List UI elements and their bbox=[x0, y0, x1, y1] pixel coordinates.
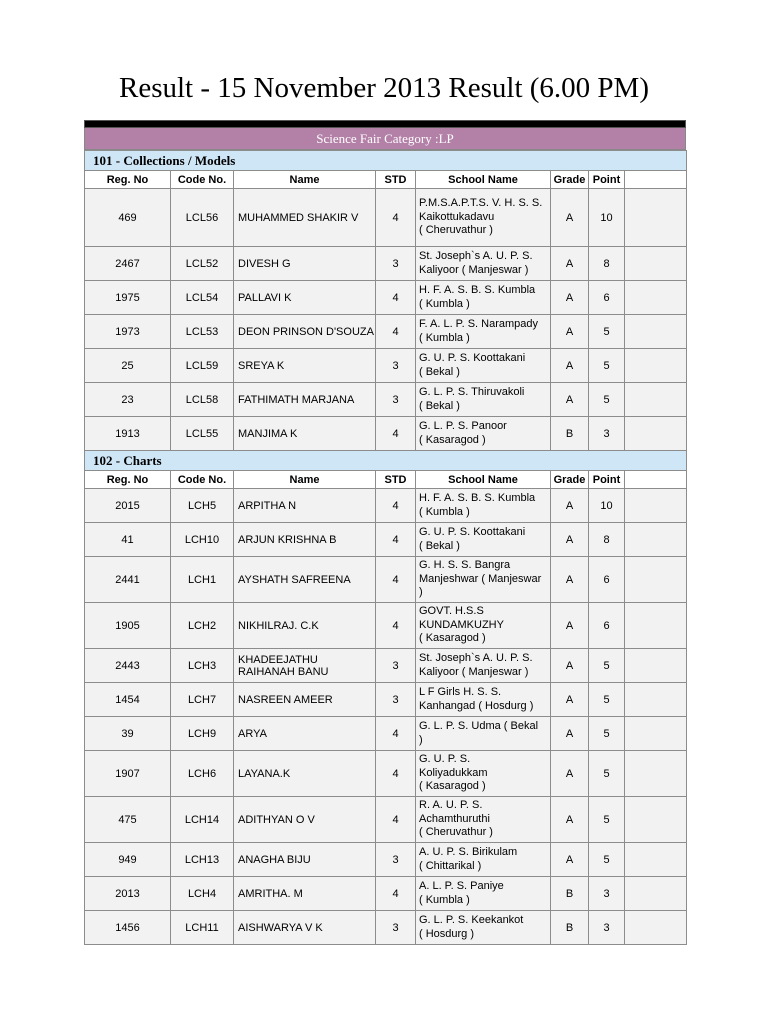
std-cell: 3 bbox=[376, 911, 416, 945]
table-row bbox=[85, 523, 687, 557]
point-cell: 5 bbox=[589, 383, 625, 417]
point-cell: 10 bbox=[589, 489, 625, 523]
table-row bbox=[85, 247, 687, 281]
school-name-cell: G. U. P. S. Koottakani ( Bekal ) bbox=[416, 349, 551, 383]
section-title: 101 - Collections / Models bbox=[85, 151, 687, 171]
grade-cell: A bbox=[551, 649, 589, 683]
std-cell: 4 bbox=[376, 417, 416, 451]
code-no-cell: LCH7 bbox=[171, 683, 234, 717]
school-name-cell: St. Joseph`s A. U. P. S. Kaliyoor ( Manjeswar ) bbox=[416, 247, 551, 281]
std-cell: 3 bbox=[376, 349, 416, 383]
column-header-row bbox=[85, 471, 687, 489]
code-no-cell: LCH5 bbox=[171, 489, 234, 523]
school-name-cell: G. L. P. S. Keekankot ( Hosdurg ) bbox=[416, 911, 551, 945]
name-cell: NIKHILRAJ. C.K bbox=[234, 603, 376, 649]
column-header-point: Point bbox=[589, 471, 625, 489]
blank-cell bbox=[625, 911, 687, 945]
code-no-cell: LCH3 bbox=[171, 649, 234, 683]
reg-no-cell: 2467 bbox=[85, 247, 171, 281]
blank-cell bbox=[625, 189, 687, 247]
blank-cell bbox=[625, 417, 687, 451]
std-cell: 4 bbox=[376, 557, 416, 603]
std-cell: 3 bbox=[376, 383, 416, 417]
column-header-blank bbox=[625, 171, 687, 189]
grade-cell: B bbox=[551, 911, 589, 945]
point-cell: 8 bbox=[589, 523, 625, 557]
column-header-std: STD bbox=[376, 471, 416, 489]
grade-cell: B bbox=[551, 417, 589, 451]
reg-no-cell: 39 bbox=[85, 717, 171, 751]
column-header-name: Name bbox=[234, 171, 376, 189]
grade-cell: A bbox=[551, 717, 589, 751]
grade-cell: A bbox=[551, 349, 589, 383]
name-cell: AYSHATH SAFREENA bbox=[234, 557, 376, 603]
school-name-cell: St. Joseph`s A. U. P. S. Kaliyoor ( Manjeswar ) bbox=[416, 649, 551, 683]
school-name-cell: G. L. P. S. Panoor ( Kasaragod ) bbox=[416, 417, 551, 451]
std-cell: 4 bbox=[376, 189, 416, 247]
reg-no-cell: 41 bbox=[85, 523, 171, 557]
table-row bbox=[85, 843, 687, 877]
std-cell: 4 bbox=[376, 717, 416, 751]
column-header-code: Code No. bbox=[171, 171, 234, 189]
table-row bbox=[85, 557, 687, 603]
school-name-cell: G. L. P. S. Udma ( Bekal ) bbox=[416, 717, 551, 751]
std-cell: 3 bbox=[376, 843, 416, 877]
point-cell: 5 bbox=[589, 683, 625, 717]
std-cell: 4 bbox=[376, 523, 416, 557]
column-header-grade: Grade bbox=[551, 471, 589, 489]
std-cell: 4 bbox=[376, 797, 416, 843]
point-cell: 5 bbox=[589, 717, 625, 751]
table-row bbox=[85, 315, 687, 349]
table-row bbox=[85, 717, 687, 751]
grade-cell: A bbox=[551, 557, 589, 603]
school-name-cell: H. F. A. S. B. S. Kumbla ( Kumbla ) bbox=[416, 489, 551, 523]
code-no-cell: LCL53 bbox=[171, 315, 234, 349]
grade-cell: A bbox=[551, 247, 589, 281]
reg-no-cell: 1907 bbox=[85, 751, 171, 797]
school-name-cell: G. L. P. S. Thiruvakoli ( Bekal ) bbox=[416, 383, 551, 417]
top-border-bar bbox=[84, 120, 686, 128]
blank-cell bbox=[625, 349, 687, 383]
grade-cell: A bbox=[551, 315, 589, 349]
std-cell: 3 bbox=[376, 247, 416, 281]
name-cell: PALLAVI K bbox=[234, 281, 376, 315]
point-cell: 3 bbox=[589, 417, 625, 451]
blank-cell bbox=[625, 557, 687, 603]
blank-cell bbox=[625, 843, 687, 877]
grade-cell: A bbox=[551, 751, 589, 797]
column-header-point: Point bbox=[589, 171, 625, 189]
name-cell: ADITHYAN O V bbox=[234, 797, 376, 843]
column-header-grade: Grade bbox=[551, 171, 589, 189]
table-row bbox=[85, 603, 687, 649]
code-no-cell: LCL54 bbox=[171, 281, 234, 315]
grade-cell: A bbox=[551, 797, 589, 843]
table-row bbox=[85, 417, 687, 451]
reg-no-cell: 2015 bbox=[85, 489, 171, 523]
blank-cell bbox=[625, 247, 687, 281]
grade-cell: A bbox=[551, 189, 589, 247]
name-cell: AISHWARYA V K bbox=[234, 911, 376, 945]
school-name-cell: G. U. P. S. Koliyadukkam ( Kasaragod ) bbox=[416, 751, 551, 797]
name-cell: KHADEEJATHU RAIHANAH BANU bbox=[234, 649, 376, 683]
code-no-cell: LCH10 bbox=[171, 523, 234, 557]
blank-cell bbox=[625, 683, 687, 717]
grade-cell: B bbox=[551, 877, 589, 911]
school-name-cell: L F Girls H. S. S. Kanhangad ( Hosdurg ) bbox=[416, 683, 551, 717]
reg-no-cell: 1456 bbox=[85, 911, 171, 945]
point-cell: 5 bbox=[589, 649, 625, 683]
code-no-cell: LCH2 bbox=[171, 603, 234, 649]
reg-no-cell: 2443 bbox=[85, 649, 171, 683]
grade-cell: A bbox=[551, 383, 589, 417]
table-row bbox=[85, 877, 687, 911]
table-row bbox=[85, 683, 687, 717]
name-cell: ANAGHA BIJU bbox=[234, 843, 376, 877]
table-row bbox=[85, 383, 687, 417]
column-header-reg: Reg. No bbox=[85, 171, 171, 189]
table-row bbox=[85, 189, 687, 247]
column-header-blank bbox=[625, 471, 687, 489]
name-cell: SREYA K bbox=[234, 349, 376, 383]
std-cell: 4 bbox=[376, 603, 416, 649]
reg-no-cell: 469 bbox=[85, 189, 171, 247]
std-cell: 3 bbox=[376, 683, 416, 717]
column-header-code: Code No. bbox=[171, 471, 234, 489]
code-no-cell: LCH14 bbox=[171, 797, 234, 843]
table-row bbox=[85, 349, 687, 383]
column-header-name: Name bbox=[234, 471, 376, 489]
blank-cell bbox=[625, 383, 687, 417]
results-sheet bbox=[84, 120, 686, 945]
blank-cell bbox=[625, 877, 687, 911]
point-cell: 8 bbox=[589, 247, 625, 281]
point-cell: 5 bbox=[589, 843, 625, 877]
blank-cell bbox=[625, 281, 687, 315]
table-row bbox=[85, 751, 687, 797]
std-cell: 3 bbox=[376, 649, 416, 683]
blank-cell bbox=[625, 717, 687, 751]
reg-no-cell: 25 bbox=[85, 349, 171, 383]
code-no-cell: LCL59 bbox=[171, 349, 234, 383]
table-row bbox=[85, 797, 687, 843]
column-header-school: School Name bbox=[416, 471, 551, 489]
page-title: Result - 15 November 2013 Result (6.00 PM) bbox=[118, 72, 649, 104]
code-no-cell: LCL56 bbox=[171, 189, 234, 247]
point-cell: 3 bbox=[589, 911, 625, 945]
grade-cell: A bbox=[551, 683, 589, 717]
name-cell: MUHAMMED SHAKIR V bbox=[234, 189, 376, 247]
grade-cell: A bbox=[551, 489, 589, 523]
point-cell: 3 bbox=[589, 877, 625, 911]
reg-no-cell: 2441 bbox=[85, 557, 171, 603]
point-cell: 5 bbox=[589, 315, 625, 349]
reg-no-cell: 1905 bbox=[85, 603, 171, 649]
column-header-std: STD bbox=[376, 171, 416, 189]
reg-no-cell: 1454 bbox=[85, 683, 171, 717]
results-table bbox=[84, 150, 687, 945]
std-cell: 4 bbox=[376, 877, 416, 911]
reg-no-cell: 1913 bbox=[85, 417, 171, 451]
name-cell: ARJUN KRISHNA B bbox=[234, 523, 376, 557]
code-no-cell: LCH4 bbox=[171, 877, 234, 911]
name-cell: DIVESH G bbox=[234, 247, 376, 281]
blank-cell bbox=[625, 649, 687, 683]
code-no-cell: LCL52 bbox=[171, 247, 234, 281]
section-title: 102 - Charts bbox=[85, 451, 687, 471]
blank-cell bbox=[625, 751, 687, 797]
std-cell: 4 bbox=[376, 281, 416, 315]
point-cell: 6 bbox=[589, 557, 625, 603]
code-no-cell: LCL58 bbox=[171, 383, 234, 417]
name-cell: DEON PRINSON D'SOUZA bbox=[234, 315, 376, 349]
code-no-cell: LCL55 bbox=[171, 417, 234, 451]
school-name-cell: A. U. P. S. Birikulam ( Chittarikal ) bbox=[416, 843, 551, 877]
code-no-cell: LCH6 bbox=[171, 751, 234, 797]
name-cell: MANJIMA K bbox=[234, 417, 376, 451]
grade-cell: A bbox=[551, 843, 589, 877]
column-header-row bbox=[85, 171, 687, 189]
grade-cell: A bbox=[551, 281, 589, 315]
section-header bbox=[85, 151, 687, 171]
school-name-cell: G. U. P. S. Koottakani ( Bekal ) bbox=[416, 523, 551, 557]
code-no-cell: LCH9 bbox=[171, 717, 234, 751]
name-cell: ARPITHA N bbox=[234, 489, 376, 523]
std-cell: 4 bbox=[376, 751, 416, 797]
column-header-school: School Name bbox=[416, 171, 551, 189]
reg-no-cell: 1973 bbox=[85, 315, 171, 349]
blank-cell bbox=[625, 523, 687, 557]
grade-cell: A bbox=[551, 523, 589, 557]
name-cell: FATHIMATH MARJANA bbox=[234, 383, 376, 417]
code-no-cell: LCH1 bbox=[171, 557, 234, 603]
point-cell: 6 bbox=[589, 603, 625, 649]
table-row bbox=[85, 649, 687, 683]
school-name-cell: G. H. S. S. Bangra Manjeshwar ( Manjeswar ) bbox=[416, 557, 551, 603]
point-cell: 10 bbox=[589, 189, 625, 247]
table-row bbox=[85, 489, 687, 523]
category-banner: Science Fair Category :LP bbox=[84, 128, 686, 150]
name-cell: NASREEN AMEER bbox=[234, 683, 376, 717]
name-cell: ARYA bbox=[234, 717, 376, 751]
code-no-cell: LCH11 bbox=[171, 911, 234, 945]
name-cell: LAYANA.K bbox=[234, 751, 376, 797]
std-cell: 4 bbox=[376, 315, 416, 349]
reg-no-cell: 475 bbox=[85, 797, 171, 843]
section-header bbox=[85, 451, 687, 471]
table-row bbox=[85, 911, 687, 945]
reg-no-cell: 949 bbox=[85, 843, 171, 877]
reg-no-cell: 1975 bbox=[85, 281, 171, 315]
column-header-reg: Reg. No bbox=[85, 471, 171, 489]
school-name-cell: F. A. L. P. S. Narampady ( Kumbla ) bbox=[416, 315, 551, 349]
blank-cell bbox=[625, 603, 687, 649]
school-name-cell: A. L. P. S. Paniye ( Kumbla ) bbox=[416, 877, 551, 911]
point-cell: 5 bbox=[589, 349, 625, 383]
std-cell: 4 bbox=[376, 489, 416, 523]
school-name-cell: GOVT. H.S.S KUNDAMKUZHY ( Kasaragod ) bbox=[416, 603, 551, 649]
table-row bbox=[85, 281, 687, 315]
point-cell: 5 bbox=[589, 751, 625, 797]
grade-cell: A bbox=[551, 603, 589, 649]
blank-cell bbox=[625, 489, 687, 523]
blank-cell bbox=[625, 797, 687, 843]
code-no-cell: LCH13 bbox=[171, 843, 234, 877]
point-cell: 6 bbox=[589, 281, 625, 315]
blank-cell bbox=[625, 315, 687, 349]
reg-no-cell: 23 bbox=[85, 383, 171, 417]
school-name-cell: R. A. U. P. S. Achamthuruthi ( Cheruvathur ) bbox=[416, 797, 551, 843]
reg-no-cell: 2013 bbox=[85, 877, 171, 911]
point-cell: 5 bbox=[589, 797, 625, 843]
school-name-cell: H. F. A. S. B. S. Kumbla ( Kumbla ) bbox=[416, 281, 551, 315]
school-name-cell: P.M.S.A.P.T.S. V. H. S. S. Kaikottukadavu ( Cheruvathur ) bbox=[416, 189, 551, 247]
name-cell: AMRITHA. M bbox=[234, 877, 376, 911]
